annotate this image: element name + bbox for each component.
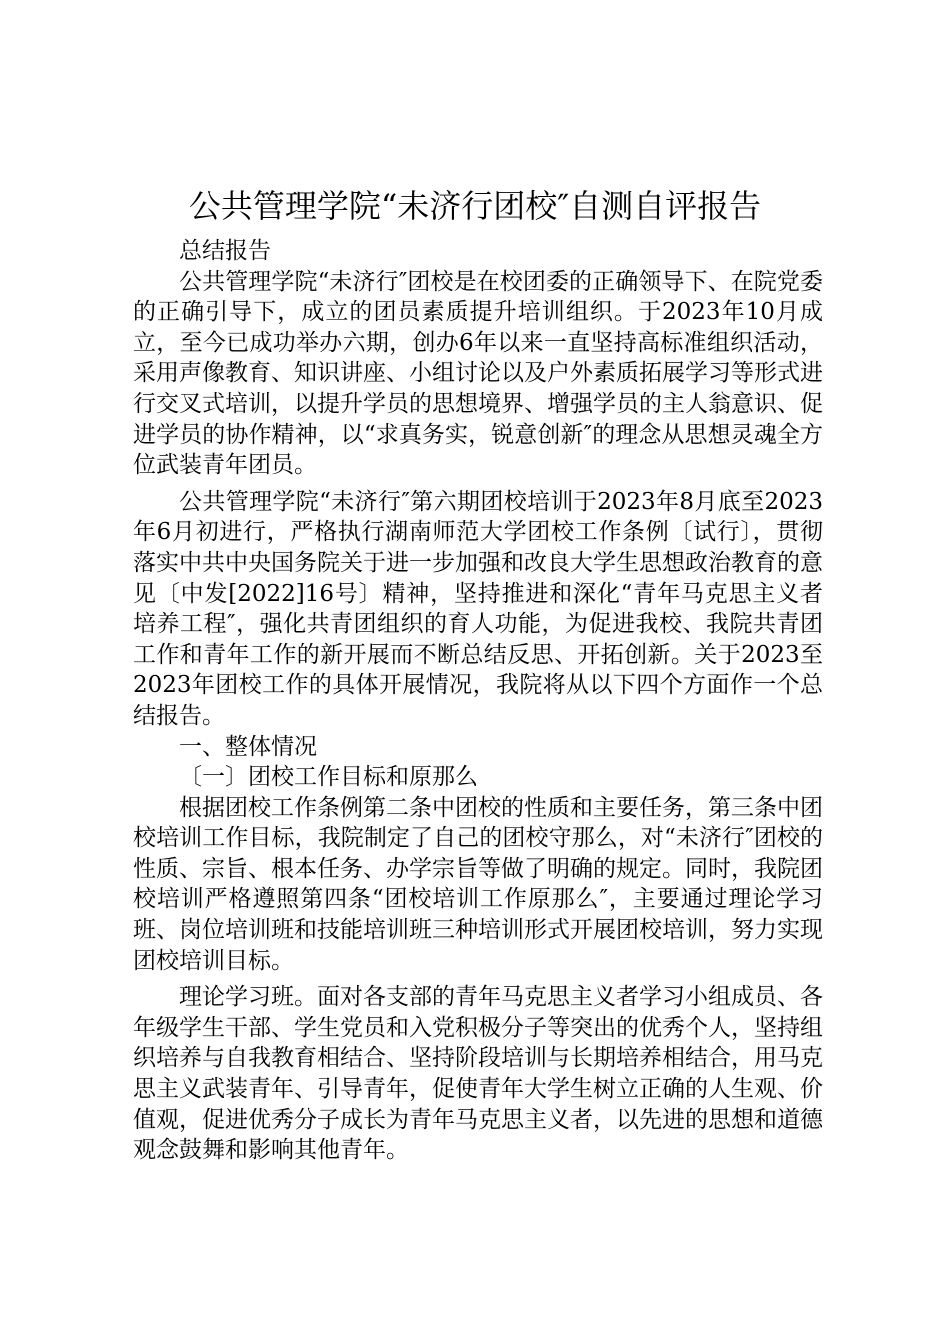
paragraph-goals: 根据团校工作条例第二条中团校的性质和主要任务，第三条中团校培训工作目标，我院制定了自己的团校守那么，对“未济行″团校的性质、宗旨、根本任务、办学宗旨等做了明确的规定。同时，我院团校培训严格遵照第四条“团校培训工作原那么″，主要通过理论学习班、岗位培训班和技能培训班三种培训形式开展团校培训，努力实现团校培训目标。	[133, 794, 823, 974]
paragraph-sixth-session: 公共管理学院“未济行″第六期团校培训于2023年8月底至2023年6月初进行，严格执行湖南师范大学团校工作条例〔试行〕，贯彻落实中共中央国务院关于进一步加强和改良大学生思想政治教育的意见〔中发[2022]16号〕精神，坚持推进和深化“青年马克思主义者培养工程″，强化共青团组织的育人功能，为促进我校、我院共青团工作和青年工作的新开展而不断总结反思、开拓创新。关于2023至2023年团校工作的具体开展情况，我院将从以下四个方面作一个总结报告。	[133, 488, 823, 729]
document-title: 公共管理学院“未济行团校″自测自评报告	[188, 187, 762, 225]
section-heading-overall: 一、整体情况	[179, 733, 317, 760]
paragraph-intro: 公共管理学院“未济行″团校是在校团委的正确领导下、在院党委的正确引导下，成立的团员素质提升培训组织。于2023年10月成立，至今已成功举办六期，创办6年以来一直坚持高标准组织活动，采用声像教育、知识讲座、小组讨论以及户外素质拓展学习等形式进行交叉式培训，以提升学员的思想境界、增强学员的主人翁意识、促进学员的协作精神，以“求真务实，锐意创新″的理念从思想灵魂全方位武装青年团员。	[133, 268, 823, 479]
document-body	[133, 236, 823, 1166]
paragraph-theory-class: 理论学习班。面对各支部的青年马克思主义者学习小组成员、各年级学生干部、学生党员和入党积极分子等突出的优秀个人，坚持组织培养与自我教育相结合、坚持阶段培训与长期培养相结合，用马克思主义武装青年、引导青年，促使青年大学生树立正确的人生观、价值观，促进优秀分子成长为青年马克思主义者，以先进的思想和道德观念鼓舞和影响其他青年。	[133, 984, 823, 1164]
subsection-heading-goals: 〔一〕团校工作目标和原那么	[179, 764, 478, 791]
paragraph-summary-heading: 总结报告	[179, 238, 271, 264]
